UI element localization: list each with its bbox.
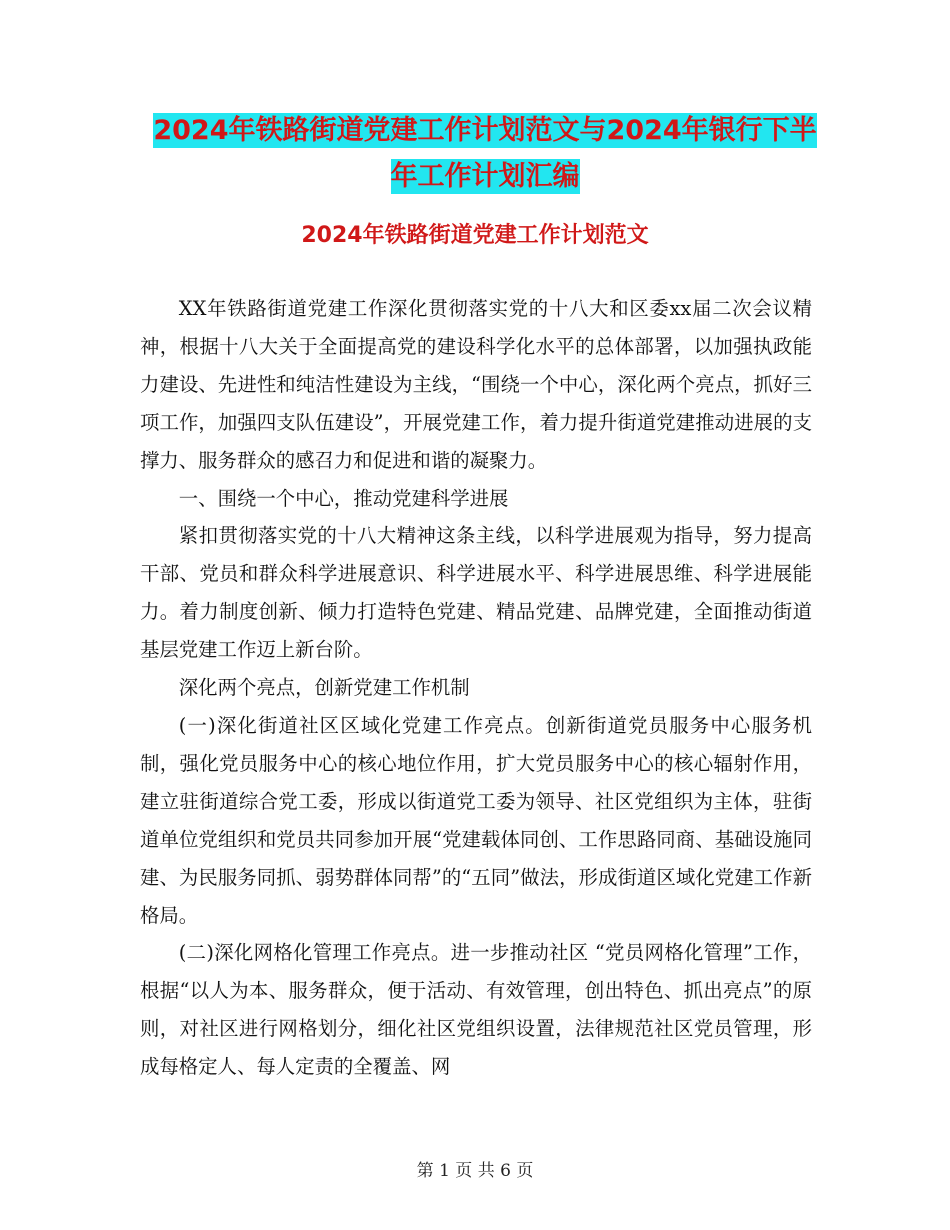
paragraph-intro: XX年铁路街道党建工作深化贯彻落实党的十八大和区委xx届二次会议精神，根据十八大关于全面提高党的建设科学化水平的总体部署，以加强执政能力建设、先进性和纯洁性建设为主线，“围绕一个中心，深化两个亮点，抓好三项工作，加强四支队伍建设”，开展党建工作，着力提升街道党建推动进展的支撑力、服务群众的感召力和促进和谐的凝聚力。 [140,297,812,472]
paragraph-2-1: (一)深化街道社区区域化党建工作亮点。创新街道党员服务中心服务机制，强化党员服务中心的核心地位作用，扩大党员服务中心的核心辐射作用，建立驻街道综合党工委，形成以街道党工委为领导、社区党组织为主体，驻街道单位党组织和党员共同参加开展“党建载体同创、工作思路同商、基础设施同建、为民服务同抓、弱势群体同帮”的“五同”做法，形成街道区域化党建工作新格局。 [140,713,812,927]
document-body [140,290,812,1086]
paragraph-1: 紧扣贯彻落实党的十八大精神这条主线，以科学进展观为指导，努力提高干部、党员和群众科学进展意识、科学进展水平、科学进展思维、科学进展能力。着力制度创新、倾力打造特色党建、精品党建、品牌党建，全面推动街道基层党建工作迈上新台阶。 [140,524,812,662]
title-line-1: 2024年铁路街道党建工作计划范文与2024年银行下半 [153,115,817,146]
heading-2: 深化两个亮点，创新党建工作机制 [178,676,470,700]
heading-1: 一、围绕一个中心，推动党建科学进展 [178,486,509,510]
document-title [140,108,830,200]
section-title: 2024年铁路街道党建工作计划范文 [301,223,649,248]
title-line-2: 年工作计划汇编 [390,161,580,192]
page-footer: 第 1 页 共 6 页 [416,1161,534,1181]
paragraph-2-2: (二)深化网格化管理工作亮点。进一步推动社区 “党员网格化管理”工作，根据“以人为本、服务群众，便于活动、有效管理，创出特色、抓出亮点”的原则，对社区进行网格划分，细化社区党组织设置，法律规范社区党员管理，形成每格定人、每人定责的全覆盖、网 [140,941,812,1079]
